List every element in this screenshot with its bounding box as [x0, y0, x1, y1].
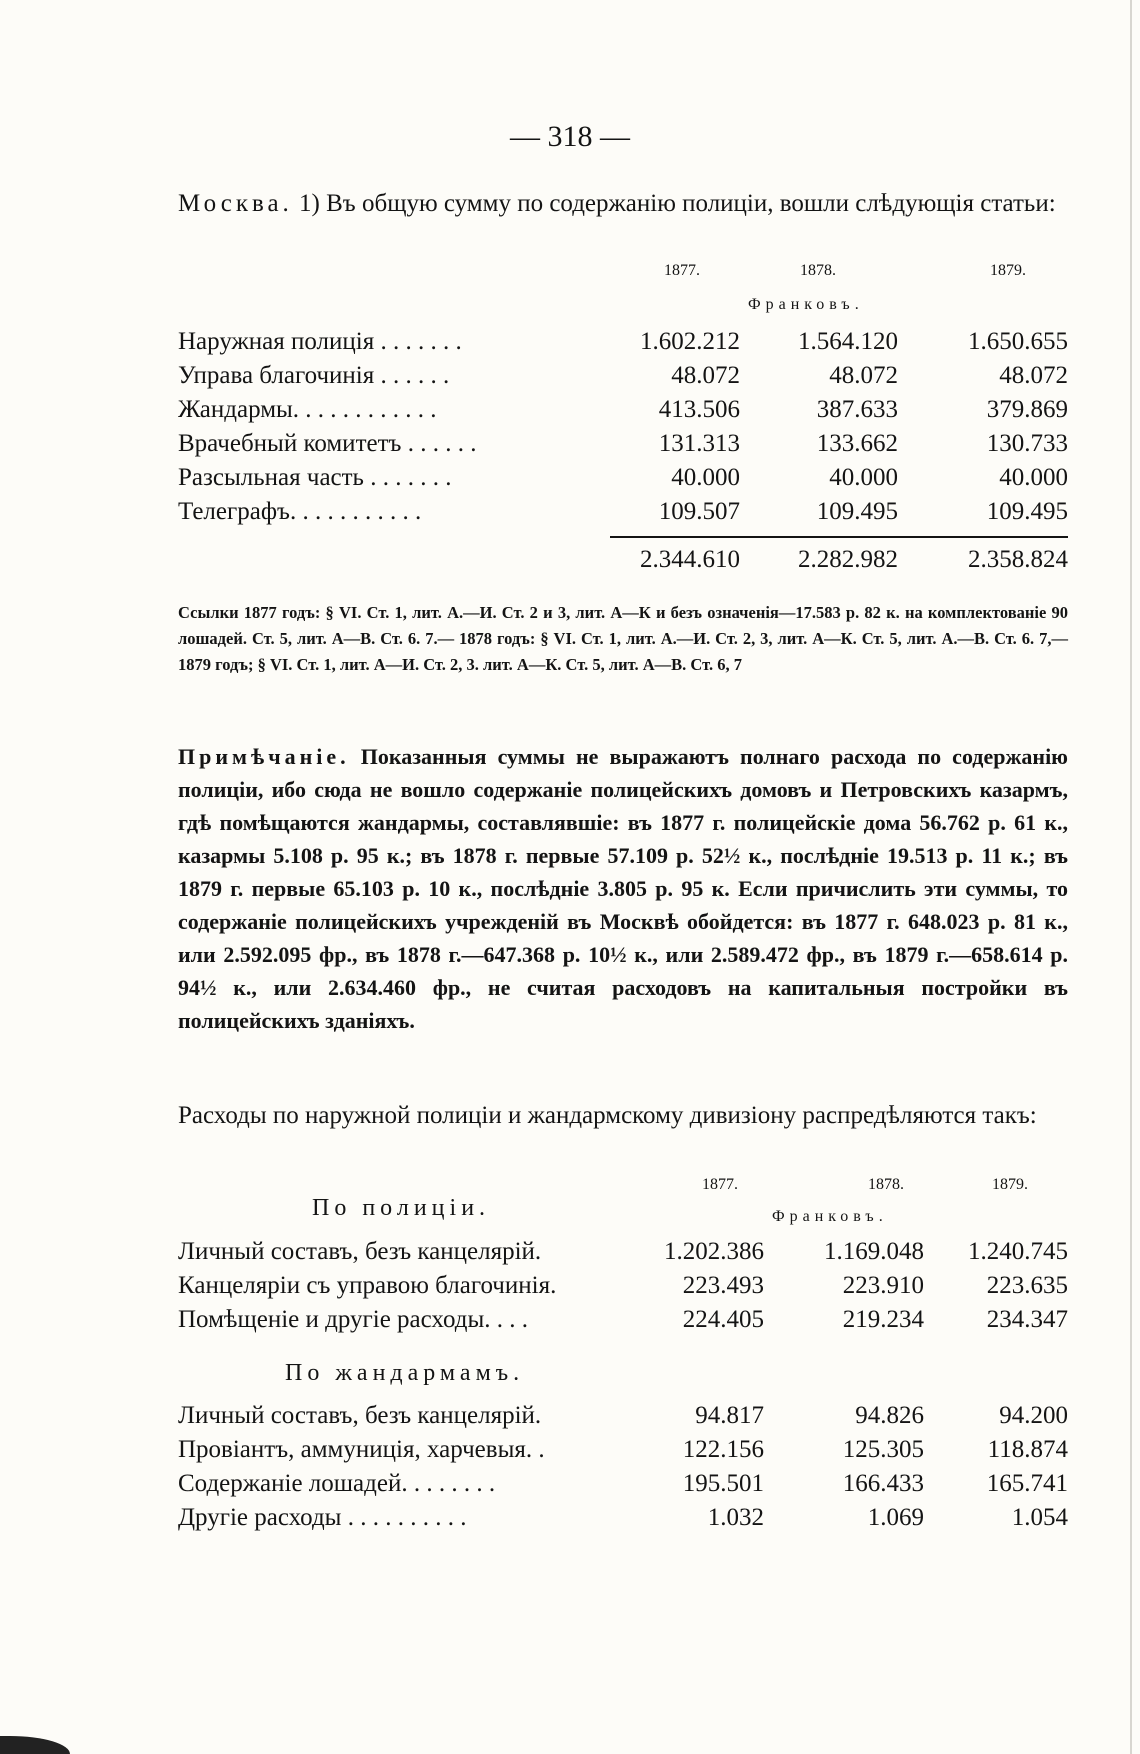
- value-1877: 224.405: [682, 1306, 764, 1333]
- value-1879: 40.000: [999, 464, 1068, 491]
- row-label: Наружная полиція . . . . . . .: [178, 328, 462, 355]
- value-1878: 1.564.120: [798, 328, 898, 355]
- value-1878: 40.000: [829, 464, 898, 491]
- page-number: — 318 —: [510, 120, 630, 153]
- row-label: Телеграфъ. . . . . . . . . . .: [178, 498, 422, 525]
- t1-row: [178, 396, 1068, 430]
- references-note: Ссылки 1877 годъ: § VI. Ст. 1, лит. А.—И. Ст. 2 и 3, лит. А—К и безъ означенія—17.583 р. 82 к. на комплектованіе 90 лошадей. Ст. 5, лит. А—В. Ст. 6. 7.— 1878 годъ: § VI. Ст. 1, лит. А.—И. Ст. 2, 3, лит. А—К. Ст. 5, лит. А.—В. Ст. 6. 7,—1879 годъ; § VI. Ст. 1, лит. А—И. Ст. 2, 3. лит. А—К. Ст. 5, лит. А—В. Ст. 6, 7: [178, 603, 1068, 674]
- value-1878: 1.169.048: [824, 1238, 924, 1265]
- value-1877: 94.817: [695, 1402, 764, 1429]
- value-1878: 133.662: [816, 430, 898, 457]
- t2-year-1878: 1878.: [868, 1176, 904, 1193]
- remark-paragraph: [178, 740, 1068, 1037]
- value-1879: 1.240.745: [968, 1238, 1068, 1265]
- t1-row: [178, 328, 1068, 362]
- total-1879: 2.358.824: [968, 546, 1068, 573]
- t2-year-1879: 1879.: [992, 1176, 1028, 1193]
- t1-row: [178, 430, 1068, 464]
- value-1877: 1.032: [707, 1504, 764, 1531]
- value-1877: 40.000: [671, 464, 740, 491]
- value-1877: 1.602.212: [640, 328, 740, 355]
- row-label: Личный составъ, безъ канцелярій.: [178, 1402, 542, 1429]
- value-1877: 195.501: [682, 1470, 764, 1497]
- t2-police-row: [178, 1306, 1068, 1340]
- t1-year-1878: 1878.: [800, 262, 836, 279]
- t1-row: [178, 498, 1068, 532]
- value-1879: 223.635: [986, 1272, 1068, 1299]
- value-1879: 48.072: [999, 362, 1068, 389]
- value-1878: 48.072: [829, 362, 898, 389]
- intro-text: 1) Въ общую сумму по содержанію полиціи, вошли слѣдующія статьи:: [292, 190, 1056, 217]
- value-1877: 48.072: [671, 362, 740, 389]
- t1-unit: Франковъ.: [748, 296, 864, 313]
- t1-year-1879: 1879.: [990, 262, 1026, 279]
- value-1879: 1.650.655: [968, 328, 1068, 355]
- row-label: Личный составъ, безъ канцелярій.: [178, 1238, 542, 1265]
- row-label: Канцеляріи съ управою благочинія.: [178, 1272, 557, 1299]
- value-1879: 118.874: [987, 1436, 1068, 1463]
- value-1877: 122.156: [682, 1436, 764, 1463]
- row-label: Другіе расходы . . . . . . . . . .: [178, 1504, 467, 1531]
- t1-row: [178, 464, 1068, 498]
- row-label: Провіантъ, аммуниція, харчевыя. .: [178, 1436, 545, 1463]
- row-label: Помѣщеніе и другіе расходы. . . .: [178, 1306, 529, 1333]
- distribution-paragraph: Расходы по наружной полиціи и жандармскому дивизіону распредѣляются такъ:: [178, 1102, 1037, 1129]
- t2-police-row: [178, 1238, 1068, 1272]
- row-label: Врачебный комитетъ . . . . . .: [178, 430, 477, 457]
- remark-heading: Примѣчаніе.: [178, 744, 350, 769]
- value-1879: 130.733: [986, 430, 1068, 457]
- t1-row: [178, 362, 1068, 396]
- value-1879: 234.347: [986, 1306, 1068, 1333]
- value-1879: 94.200: [999, 1402, 1068, 1429]
- value-1878: 1.069: [867, 1504, 924, 1531]
- value-1878: 223.910: [842, 1272, 924, 1299]
- value-1879: 379.869: [986, 396, 1068, 423]
- value-1878: 125.305: [842, 1436, 924, 1463]
- value-1879: 165.741: [986, 1470, 1068, 1497]
- t2-year-1877: 1877.: [702, 1176, 738, 1193]
- t1-year-1877: 1877.: [664, 262, 700, 279]
- t2-gendarme-row: [178, 1402, 1068, 1436]
- city-name: Москва.: [178, 190, 293, 217]
- row-label: Разсыльная часть . . . . . . .: [178, 464, 452, 491]
- t2-gendarme-row: [178, 1470, 1068, 1504]
- value-1879: 109.495: [986, 498, 1068, 525]
- value-1878: 387.633: [816, 396, 898, 423]
- total-1878: 2.282.982: [798, 546, 898, 573]
- police-heading: По полиціи.: [312, 1195, 491, 1221]
- total-1877: 2.344.610: [640, 546, 740, 573]
- sum-rule: [610, 536, 1068, 538]
- page-edge-line: [1130, 0, 1132, 1754]
- value-1877: 413.506: [658, 396, 740, 423]
- t2-police-row: [178, 1272, 1068, 1306]
- row-label: Управа благочинія . . . . . .: [178, 362, 450, 389]
- t2-unit: Франковъ.: [772, 1208, 888, 1225]
- value-1878: 94.826: [855, 1402, 924, 1429]
- intro-paragraph: [178, 188, 1068, 220]
- t1-totals-row: [178, 546, 1068, 580]
- value-1877: 223.493: [682, 1272, 764, 1299]
- t2-gendarme-row: [178, 1436, 1068, 1470]
- row-label: Жандармы. . . . . . . . . . . .: [178, 396, 437, 423]
- value-1877: 131.313: [658, 430, 740, 457]
- value-1877: 1.202.386: [664, 1238, 764, 1265]
- remark-text: Показанныя суммы не выражаютъ полнаго расхода по содержанію полиціи, ибо сюда не вошло содержаніе полицейскихъ домовъ и Петровскихъ казармъ, гдѣ помѣщаются жандармы, составлявшіе: въ 1877 г. полицейскіе дома 56.762 р. 61 к., казармы 5.108 р. 95 к.; въ 1878 г. первые 57.109 р. 52½ к., послѣдніе 19.513 р. 11 к.; въ 1879 г. первые 65.103 р. 10 к., послѣдніе 3.805 р. 95 к. Если причислить эти суммы, то содержаніе полицейскихъ учрежденій въ Москвѣ обойдется: въ 1877 г. 648.023 р. 81 к., или 2.592.095 фр., въ 1878 г.—647.368 р. 10½ к., или 2.589.472 фр., въ 1879 г.—658.614 р. 94½ к., или 2.634.460 фр., не считая расходовъ на капитальныя постройки въ полицейскихъ зданіяхъ.: [178, 744, 1068, 1033]
- value-1878: 166.433: [842, 1470, 924, 1497]
- row-label: Содержаніе лошадей. . . . . . . .: [178, 1470, 496, 1497]
- value-1878: 219.234: [842, 1306, 924, 1333]
- gendarme-heading: По жандармамъ.: [285, 1360, 525, 1386]
- t2-gendarme-row: [178, 1504, 1068, 1538]
- value-1879: 1.054: [1011, 1504, 1068, 1531]
- value-1877: 109.507: [658, 498, 740, 525]
- value-1878: 109.495: [816, 498, 898, 525]
- scan-smudge: [0, 1736, 70, 1754]
